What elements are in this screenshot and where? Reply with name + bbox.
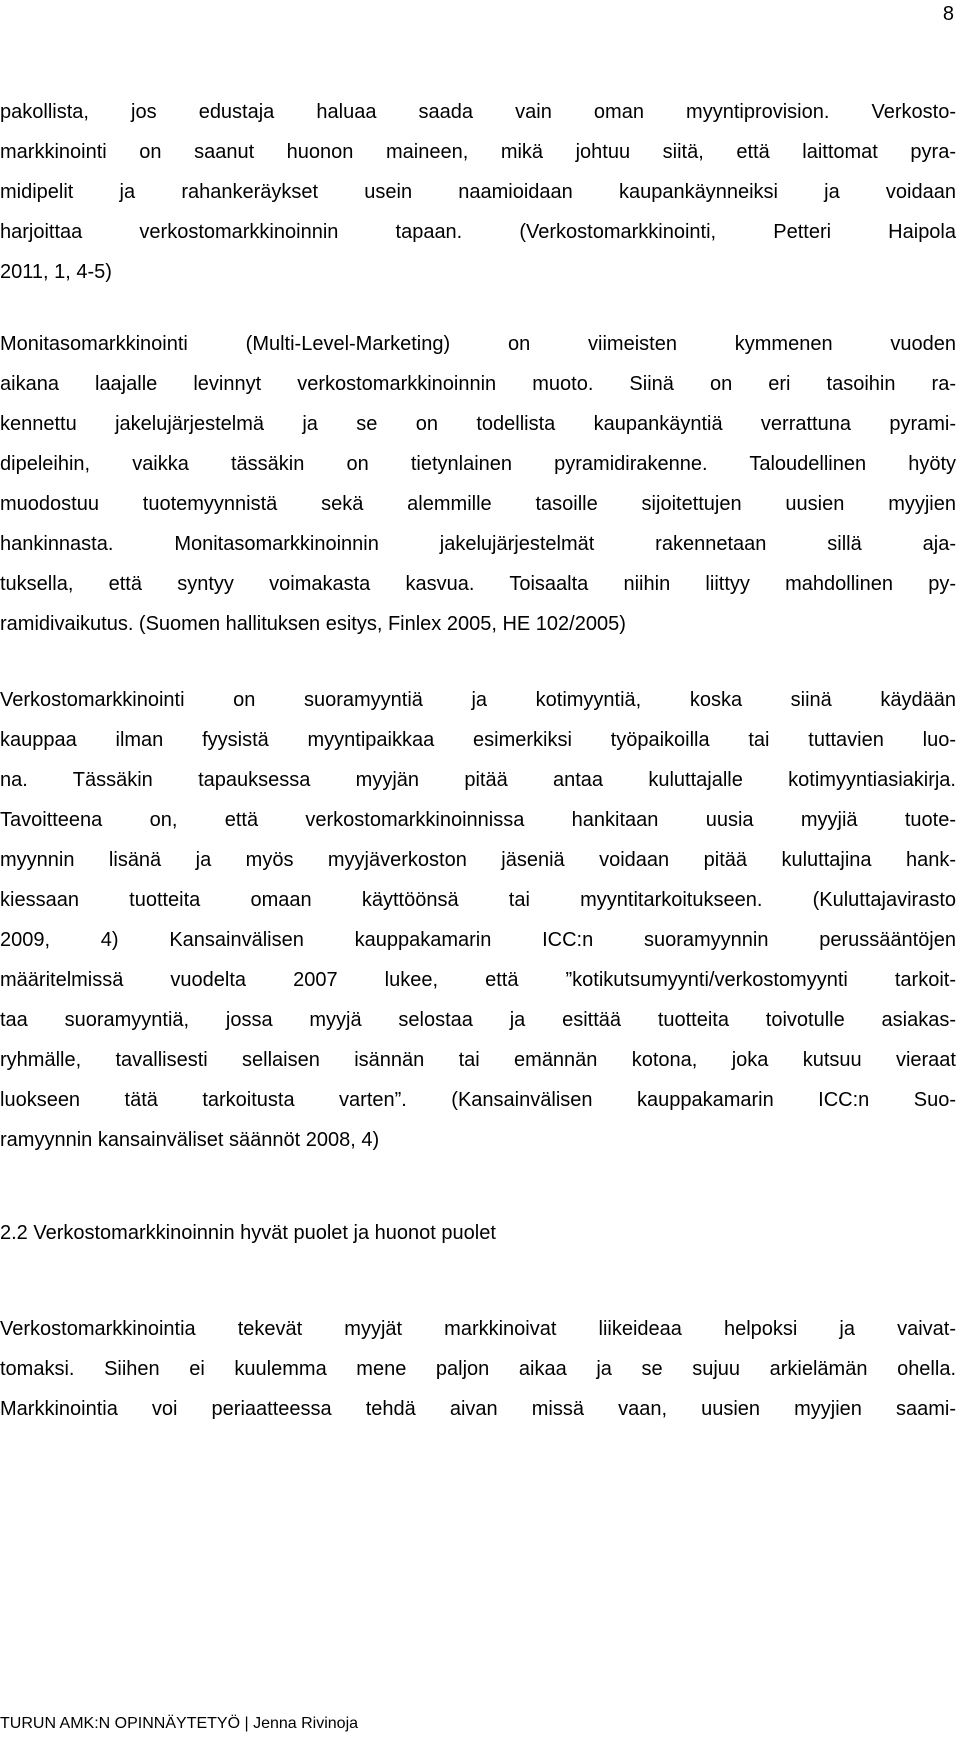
paragraph-line: na. Tässäkin tapauksessa myyjän pitää antaa kuluttajalle kotimyyntiasiakirja. — [0, 769, 956, 791]
paragraph-line: 2009, 4) Kansainvälisen kauppakamarin ICC:n suoramyynnin perussääntöjen — [0, 929, 956, 951]
paragraph-1 — [0, 92, 956, 292]
paragraph-line: tuksella, että syntyy voimakasta kasvua. Toisaalta niihin liittyy mahdollinen py- — [0, 573, 956, 595]
paragraph-line: Monitasomarkkinointi (Multi-Level-Marketing) on viimeisten kymmenen vuoden — [0, 333, 956, 355]
paragraph-line: ramyynnin kansainväliset säännöt 2008, 4) — [0, 1129, 380, 1151]
paragraph-line: midipelit ja rahankeräykset usein naamioidaan kaupankäynneiksi ja voidaan — [0, 181, 956, 203]
paragraph-line: Tavoitteena on, että verkostomarkkinoinnissa hankitaan uusia myyjiä tuote- — [0, 809, 956, 831]
paragraph-line: hankinnasta. Monitasomarkkinoinnin jakelujärjestelmät rakennetaan sillä aja- — [0, 533, 956, 555]
paragraph-line: taa suoramyyntiä, jossa myyjä selostaa ja esittää tuotteita toivotulle asiakas- — [0, 1009, 956, 1031]
paragraph-line: pakollista, jos edustaja haluaa saada vain oman myyntiprovision. Verkosto- — [0, 101, 956, 123]
paragraph-line: tomaksi. Siihen ei kuulemma mene paljon aikaa ja se sujuu arkielämän ohella. — [0, 1358, 956, 1380]
paragraph-line: myynnin lisänä ja myös myyjäverkoston jäseniä voidaan pitää kuluttajina hank- — [0, 849, 956, 871]
paragraph-line: Verkostomarkkinointia tekevät myyjät markkinoivat liikeideaa helpoksi ja vaivat- — [0, 1318, 956, 1340]
paragraph-3 — [0, 680, 956, 1160]
section-heading: 2.2 Verkostomarkkinoinnin hyvät puolet ja huonot puolet — [0, 1222, 496, 1244]
paragraph-line: Markkinointia voi periaatteessa tehdä aivan missä vaan, uusien myyjien saami- — [0, 1398, 956, 1420]
paragraph-2 — [0, 324, 956, 644]
paragraph-line: kauppaa ilman fyysistä myyntipaikkaa esimerkiksi työpaikoilla tai tuttavien luo- — [0, 729, 956, 751]
page-number: 8 — [942, 3, 954, 25]
paragraph-line: Verkostomarkkinointi on suoramyyntiä ja kotimyyntiä, koska siinä käydään — [0, 689, 956, 711]
paragraph-line: muodostuu tuotemyynnistä sekä alemmille tasoille sijoitettujen uusien myyjien — [0, 493, 956, 515]
paragraph-line: kennettu jakelujärjestelmä ja se on todellista kaupankäyntiä verrattuna pyrami- — [0, 413, 956, 435]
paragraph-line: määritelmissä vuodelta 2007 lukee, että ”kotikutsumyynti/verkostomyynti tarkoit- — [0, 969, 956, 991]
paragraph-line: aikana laajalle levinnyt verkostomarkkinoinnin muoto. Siinä on eri tasoihin ra- — [0, 373, 956, 395]
paragraph-line: ryhmälle, tavallisesti sellaisen isännän tai emännän kotona, joka kutsuu vieraat — [0, 1049, 956, 1071]
paragraph-line: ramidivaikutus. (Suomen hallituksen esitys, Finlex 2005, HE 102/2005) — [0, 613, 626, 635]
paragraph-line: luokseen tätä tarkoitusta varten”. (Kansainvälisen kauppakamarin ICC:n Suo- — [0, 1089, 956, 1111]
paragraph-4 — [0, 1309, 956, 1429]
paragraph-line: kiessaan tuotteita omaan käyttöönsä tai myyntitarkoitukseen. (Kuluttajavirasto — [0, 889, 956, 911]
paragraph-line: 2011, 1, 4-5) — [0, 261, 112, 283]
paragraph-line: markkinointi on saanut huonon maineen, mikä johtuu siitä, että laittomat pyra- — [0, 141, 956, 163]
page-footer: TURUN AMK:N OPINNÄYTETYÖ | Jenna Rivinoja — [0, 1715, 359, 1732]
paragraph-line: harjoittaa verkostomarkkinoinnin tapaan. (Verkostomarkkinointi, Petteri Haipola — [0, 221, 956, 243]
paragraph-line: dipeleihin, vaikka tässäkin on tietynlainen pyramidirakenne. Taloudellinen hyöty — [0, 453, 956, 475]
